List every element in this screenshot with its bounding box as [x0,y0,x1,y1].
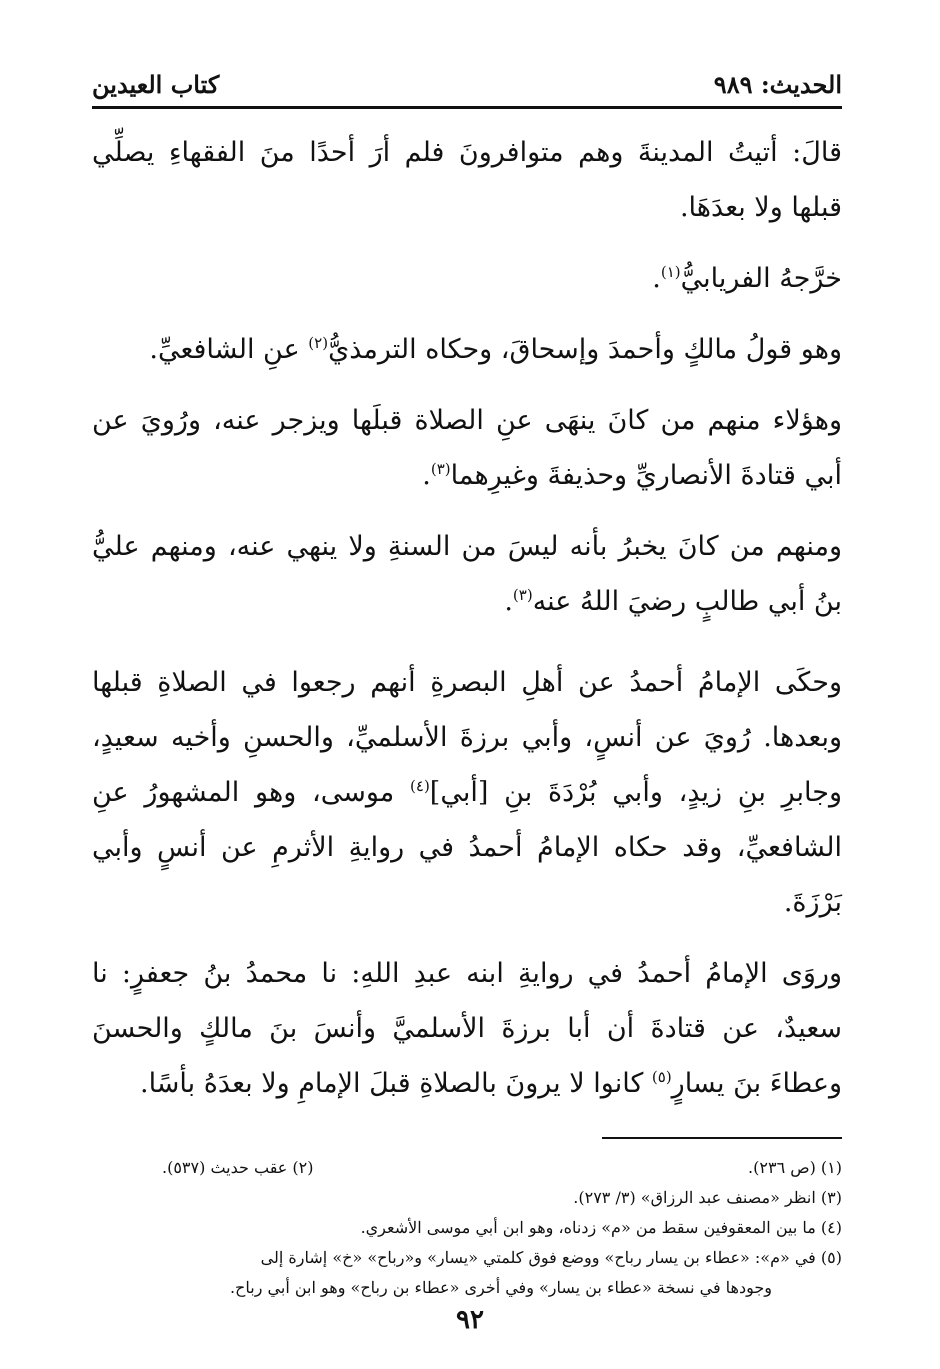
footnotes [92,1153,842,1303]
footnote-ref: (٣) [512,586,533,604]
footnote-divider [602,1137,842,1139]
paragraph-4-text: وهؤلاء منهم من كانَ ينهَى عنِ الصلاة قبلَها ويزجر عنه، ورُويَ عن أبي قتادةَ الأنصاريِّ وحذيفةَ وغيرِهما [92,405,842,491]
paragraph-1-text: قالَ: أتيتُ المدينةَ وهم متوافرونَ فلم أرَ أحدًا منَ الفقهاءِ يصلِّي قبلها ولا بعدَهَا. [92,137,842,223]
paragraph-7-text-b: كانوا لا يرونَ بالصلاةِ قبلَ الإمامِ ولا بعدَهُ بأسًا. [140,1068,652,1099]
footnote-ref: (٢) [308,334,329,352]
paragraph-4-end: . [422,460,431,491]
footnote-ref: (٤) [410,777,430,795]
paragraph-3 [92,322,842,377]
paragraph-6 [92,655,842,930]
paragraph-5-text: ومنهم من كانَ يخبرُ بأنه ليسَ من السنةِ ولا ينهي عنه، ومنهم عليُّ بنُ أبي طالبٍ رضيَ اللهُ عنه [92,531,842,617]
paragraph-6-text-b: موسى، وهو المشهورُ عنِ الشافعيِّ، وقد حكاه الإمامُ أحمدُ في روايةِ الأثرمِ عن أنسٍ وأبي بَرْزَةَ. [92,777,842,918]
footnote-ref: (٣) [430,460,451,478]
footnote-ref: (١) [660,263,681,281]
footnote-1: (١) (ص ٢٣٦). [748,1158,842,1177]
paragraph-2 [92,251,842,306]
footnote-5-continued: وجودها في نسخة «عطاء بن يسار» وفي أخرى «عطاء بن رباح» وهو ابن أبي رباح. [229,1278,772,1297]
footnote-2: (٢) عقب حديث (٥٣٧). [162,1158,314,1177]
paragraph-1 [92,125,842,235]
paragraph-4 [92,393,842,503]
footnote-5: (٥) في «م»: «عطاء بن يسار رباح» ووضع فوق كلمتي «يسار» و«رباح» «خ» إشارة إلى [260,1248,842,1267]
paragraph-5 [92,519,842,629]
footnote-4: (٤) ما بين المعقوفين سقط من «م» زدناه، وهو ابن أبي موسى الأشعري. [360,1218,842,1237]
paragraph-5-end: . [504,586,513,617]
running-header [92,60,842,109]
page-number: ٩٢ [456,1305,484,1335]
main-text [92,125,842,1111]
paragraph-3-end: عنِ الشافعيِّ. [149,334,309,365]
hadith-number-label: الحديث: ٩٨٩ [713,70,842,99]
footnote-ref: (٥) [651,1068,672,1086]
paragraph-2-text: خرَّجهُ الفريابيُّ [680,263,842,294]
paragraph-6-text-a: وحكَى الإمامُ أحمدُ عن أهلِ البصرةِ أنهم رجعوا في الصلاةِ قبلها وبعدها. رُويَ عن أنسٍ، وأبي برزةَ الأسلميِّ، والحسنِ وأخيه سعيدٍ، وجابرِ بنِ زيدٍ، وأبي بُرْدَةَ بنِ [أبي] [92,667,842,808]
paragraph-7 [92,946,842,1111]
paragraph-7-text-a: وروَى الإمامُ أحمدُ في روايةِ ابنه عبدِ اللهِ: نا محمدُ بنُ جعفرٍ: نا سعيدٌ، عن قتادةَ أن أبا برزةَ الأسلميَّ وأنسَ بنَ مالكٍ والحسنَ وعطاءَ بنَ يسارٍ [92,958,842,1099]
footnote-3: (٣) انظر «مصنف عبد الرزاق» (٣/ ٢٧٣). [573,1188,842,1207]
book-page [92,60,842,1350]
paragraph-2-end: . [652,263,661,294]
book-title: كتاب العيدين [92,70,220,99]
footnote-row-1-2 [92,1153,842,1183]
paragraph-3-text: وهو قولُ مالكٍ وأحمدَ وإسحاقَ، وحكاه الترمذيُّ [328,334,842,365]
